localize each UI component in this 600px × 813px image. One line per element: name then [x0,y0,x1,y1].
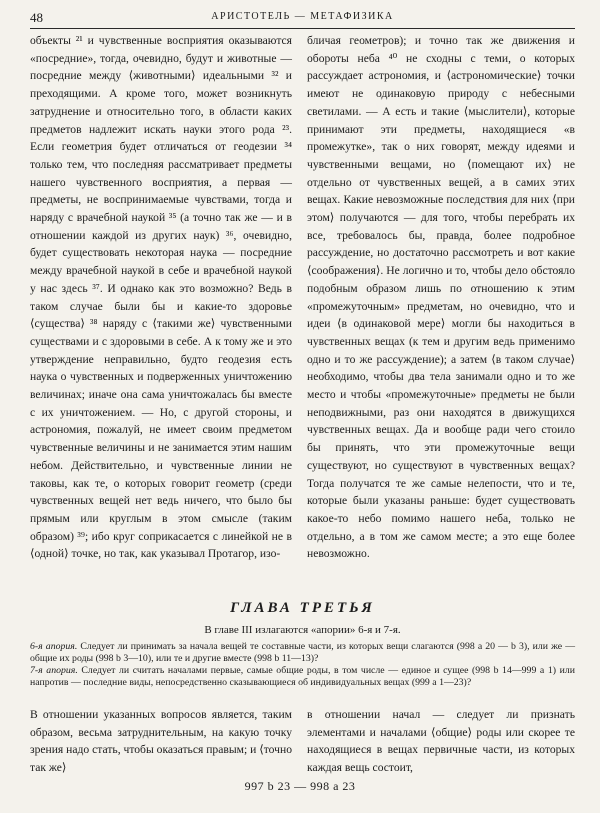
bekker-reference: 997 b 23 — 998 a 23 [244,779,356,793]
running-head: АРИСТОТЕЛЬ — МЕТАФИЗИКА [211,11,394,22]
aporia-7-text: Следует ли считать началами первые, самые общие роды, в том числе — единое и сущее (998 b 14—999 a 1) или напротив — последние виды, непосредственно сказывающиеся об индивидуальных вещах (999 a 1—23)? [30,665,575,688]
chapter-intro: В главе III излагаются «апории» 6-я и 7-я. [204,624,401,636]
text-column-right: бличая геометров); и точно так же движения и обороты неба ⁴⁰ не сходны с теми, о которых рассуждает астрономия, и ⟨астрономические⟩ точки имеют не одинаковую природу с небесными светилами. — А есть и такие ⟨мыслители⟩, которые принимают эти предметы, находящиеся «в промежутке», так о них говорят, между идеями и чувственными вещами, но ⟨помещают их⟩ не отдельно от чувственных вещей, а в самих этих вещах. Какие невозможные последствия для них ⟨при этом⟩ получаются — для того, чтобы перебрать их все, требовалось бы, правда, более подробное рассуждение, но достаточно рассмотреть и вот какие ⟨соображения⟩. Не логично и то, чтобы дело обстояло подобным образом лишь по отношению к этим «промежуточным» предметам, но очевидно, что и идеи ⟨в одинаковой мере⟩ могли бы находиться в чувственных вещах (к тем и другим ведь применимо одно и то же рассуждение); а затем ⟨в таком случае⟩ необходимо, чтобы два тела занимали одно и то же место и чтобы «промежуточные» предметы не были неподвижными, раз они находятся в движущихся чувственных вещах. Да и вообще ради чего стоило бы принять, что эти промежуточные вещи существуют, но существуют в чувственных вещах? Тогда получатся те же самые нелепости, что и те, которые были указаны раньше: будет существовать какое-то небо помимо нашего неба, только не отдельно, а в том же самом месте; а это еще более невозможно. [307,34,575,561]
page-header [30,10,575,29]
aporia-7-label: 7-я апория. [30,665,78,676]
chapter-text-right: в отношении начал — следует ли признать элементами и началами ⟨общие⟩ роды или скорее те находящиеся в вещах первичные части, из которых каждая вещь состоит, [307,708,575,775]
text-column-left: объекты ²¹ и чувственные восприятия оказываются «посредние», тогда, очевидно, будут и животные — посредние между ⟨животными⟩ идеальными ³² и преходящими. А кроме того, может возникнуть затруднение и относительно того, в области каких предметов надлежит искать науки этого рода ²³. Если геометрия будет отличаться от геодезии ³⁴ только тем, что последняя рассматривает предметы нашего чувственного восприятия, а первая — предметы, не воспринимаемые чувствами, тогда и наряду с врачебной наукой ³⁵ (а точно так же — и в отношении каждой из других наук) ³⁶, очевидно, будет существовать некоторая наука — посредние между врачебной наукой в себе и врачебной наукой у нас здесь ³⁷. И однако как это возможно? Ведь в таком случае были бы и какие-то здоровье ⟨существа⟩ ³⁸ наряду с ⟨такими же⟩ чувственными существами и с здоровыми в себе. А к тому же и это утверждение неправильно, будто геодезия есть наука о чувственных и подверженных уничтожению величинах; иначе она сама уничтожалась бы вместе с их уничтожением. — Но, с другой стороны, и астрономия, пожалуй, не имеет своим предметом чувственные величины и не занимается этим нашим небом. Действительно, и чувственные линии не таковы, как те, о которых говорит геометр (среди чувственных вещей нет ведь ничего, что было бы прямым или круглым в этом смысле (таким образом) ³⁹; ибо круг соприкасается с линейкой не в ⟨одной⟩ точке, но так, как указывал Протагор, изо- [30,34,292,561]
chapter-title: ГЛАВА ТРЕТЬЯ [230,600,375,616]
chapter-text-left: В отношении указанных вопросов является, таким образом, весьма затруднительным, на какую точку зрения надо стать, чтобы оказаться правым; и ⟨точно так же⟩ [30,708,292,775]
aporia-6-summary [30,641,575,665]
page-number: 48 [30,10,43,25]
aporia-6-text: Следует ли принимать за начала вещей те составные части, из которых вещи слагаются (998 a 20 — b 3), или же — общие их роды (998 b 3—10), или те и другие вместе (998 b 11—13)? [30,641,575,664]
aporia-6-label: 6-я апория. [30,641,78,652]
aporia-7-summary [30,665,575,689]
